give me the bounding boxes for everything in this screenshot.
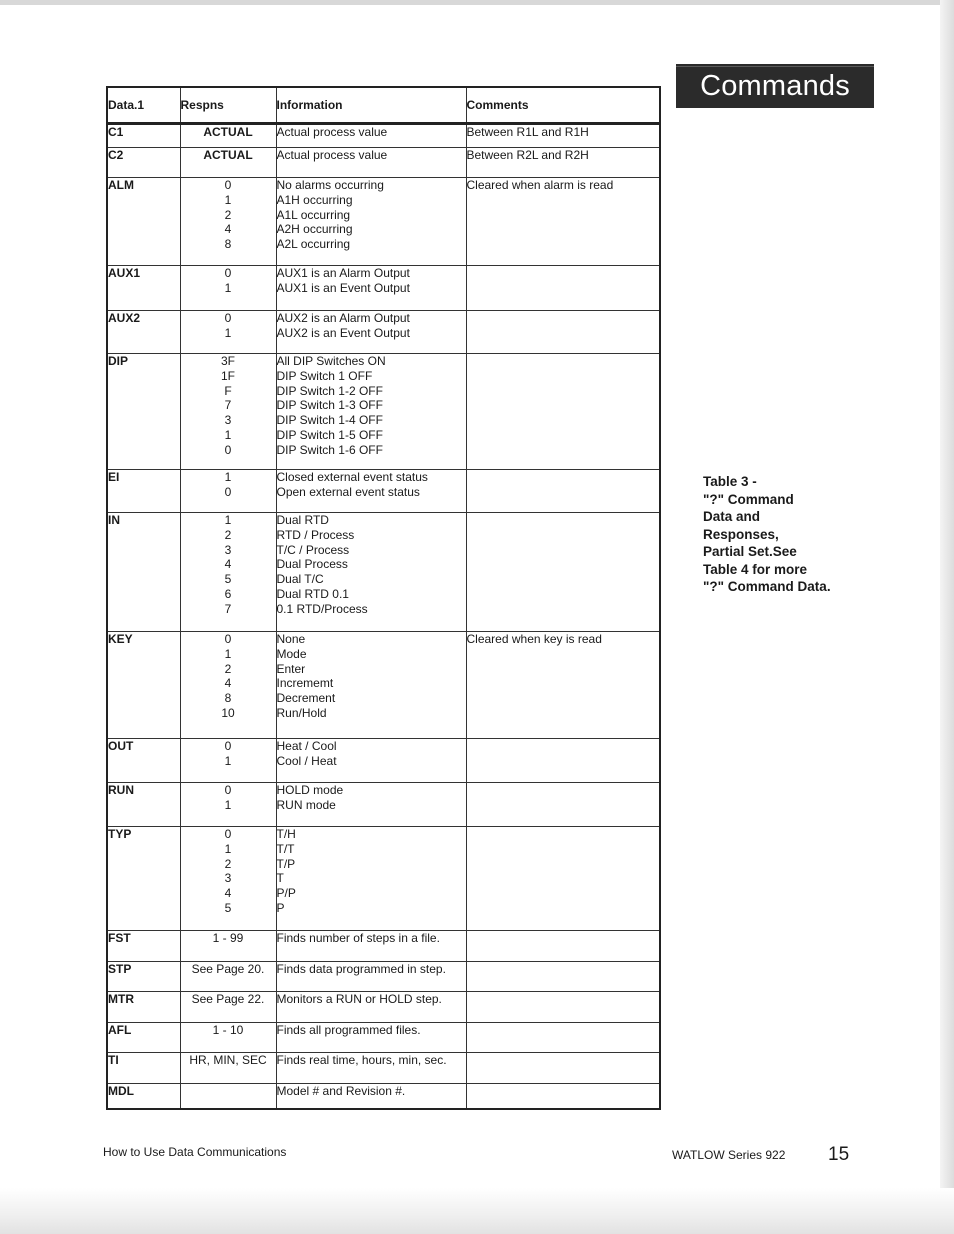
information-line: Decrement bbox=[276, 691, 336, 706]
response-cell bbox=[180, 962, 276, 992]
response-value: ACTUAL bbox=[203, 148, 253, 162]
information-line: Finds data programmed in step. bbox=[276, 962, 446, 976]
response-cell bbox=[180, 266, 276, 311]
table-caption bbox=[703, 473, 853, 596]
response-value: 4 bbox=[224, 886, 232, 901]
data-code-cell: C1 bbox=[107, 124, 180, 148]
response-value: 6 bbox=[224, 586, 232, 601]
footer-product-name: WATLOW Series 922 bbox=[672, 1148, 786, 1162]
caption-line: Responses, bbox=[703, 526, 779, 542]
information-cell bbox=[276, 783, 466, 827]
information-line: Mode bbox=[276, 646, 307, 661]
response-value: 2 bbox=[224, 207, 232, 222]
response-value: 1 - 10 bbox=[212, 1023, 244, 1037]
information-line: DIP Switch 1-4 OFF bbox=[276, 413, 383, 428]
table-row bbox=[107, 513, 660, 632]
information-line: 0.1 RTD/Process bbox=[276, 601, 368, 616]
information-line: T/C / Process bbox=[276, 542, 350, 557]
information-line: AUX2 is an Event Output bbox=[276, 325, 410, 340]
information-line: No alarms occurring bbox=[276, 178, 384, 192]
response-value: 4 bbox=[224, 676, 232, 691]
response-value: 3 bbox=[224, 871, 232, 886]
information-line: DIP Switch 1-2 OFF bbox=[276, 383, 383, 398]
data-code-cell: MTR bbox=[107, 992, 180, 1023]
page-top-edge bbox=[0, 0, 954, 5]
response-value: ACTUAL bbox=[203, 125, 253, 139]
comment-cell bbox=[466, 992, 660, 1023]
information-cell bbox=[276, 632, 466, 739]
data-code-cell: TYP bbox=[107, 827, 180, 931]
caption-line: Table 4 for more bbox=[703, 561, 808, 577]
response-cell bbox=[180, 1023, 276, 1053]
information-line: DIP Switch 1 OFF bbox=[276, 368, 373, 383]
response-value: 1 bbox=[224, 427, 232, 442]
response-cell bbox=[180, 931, 276, 962]
table-row bbox=[107, 1023, 660, 1053]
commands-banner: Commands bbox=[676, 64, 874, 108]
table-row bbox=[107, 311, 660, 354]
response-value: 5 bbox=[224, 900, 232, 915]
table-row bbox=[107, 632, 660, 739]
response-value: 2 bbox=[224, 661, 232, 676]
response-value: 1 bbox=[224, 470, 232, 484]
data-code-cell: RUN bbox=[107, 783, 180, 827]
response-cell bbox=[180, 1084, 276, 1109]
comment-cell bbox=[466, 783, 660, 827]
information-line: DIP Switch 1-3 OFF bbox=[276, 398, 383, 413]
information-line: Dual RTD bbox=[276, 513, 329, 527]
information-cell bbox=[276, 827, 466, 931]
information-cell bbox=[276, 354, 466, 470]
page-number: 15 bbox=[828, 1144, 850, 1165]
information-line: AUX1 is an Alarm Output bbox=[276, 266, 410, 280]
information-cell bbox=[276, 1053, 466, 1084]
response-value: 1 bbox=[224, 797, 232, 812]
comment-cell: Cleared when alarm is read bbox=[466, 178, 660, 266]
table-body bbox=[107, 124, 660, 1109]
data-code-cell: KEY bbox=[107, 632, 180, 739]
information-line: RUN mode bbox=[276, 797, 336, 812]
response-value: 0 bbox=[224, 484, 232, 499]
table-row bbox=[107, 827, 660, 931]
information-line: Model # and Revision #. bbox=[276, 1084, 406, 1098]
information-line: DIP Switch 1-5 OFF bbox=[276, 427, 383, 442]
response-value: 0 bbox=[224, 266, 232, 280]
response-value: 3 bbox=[224, 413, 232, 428]
information-line: Monitors a RUN or HOLD step. bbox=[276, 992, 442, 1006]
information-line: RTD / Process bbox=[276, 527, 355, 542]
information-line: Cool / Heat bbox=[276, 753, 337, 768]
response-cell bbox=[180, 311, 276, 354]
response-value: F bbox=[224, 383, 232, 398]
table-row bbox=[107, 124, 660, 148]
comment-cell bbox=[466, 739, 660, 783]
response-value: 1F bbox=[220, 368, 235, 383]
comment-cell bbox=[466, 1053, 660, 1084]
response-value: 1 bbox=[224, 513, 232, 527]
response-cell bbox=[180, 148, 276, 178]
comment-cell bbox=[466, 470, 660, 513]
information-line: Finds number of steps in a file. bbox=[276, 931, 440, 945]
caption-line: "?" Command bbox=[703, 491, 794, 507]
information-cell bbox=[276, 124, 466, 148]
command-data-table bbox=[106, 86, 661, 1110]
comment-cell bbox=[466, 962, 660, 992]
response-value: See Page 20. bbox=[191, 962, 265, 976]
information-line: Actual process value bbox=[276, 125, 388, 139]
header-information: Information bbox=[276, 87, 466, 124]
response-value: 1 bbox=[224, 841, 232, 856]
information-line: Dual T/C bbox=[276, 572, 324, 587]
response-value: 0 bbox=[224, 827, 232, 841]
comment-cell: Between R2L and R2H bbox=[466, 148, 660, 178]
response-value: 1 bbox=[224, 753, 232, 768]
table-row bbox=[107, 931, 660, 962]
response-cell bbox=[180, 178, 276, 266]
response-value: 1 - 99 bbox=[212, 931, 244, 945]
response-value: 8 bbox=[224, 691, 232, 706]
information-line: HOLD mode bbox=[276, 783, 344, 797]
caption-line: Data and bbox=[703, 509, 761, 524]
response-value: 0 bbox=[224, 442, 232, 457]
comment-cell bbox=[466, 1023, 660, 1053]
data-code-cell: FST bbox=[107, 931, 180, 962]
response-value: 10 bbox=[221, 705, 235, 720]
information-line: Dual Process bbox=[276, 557, 348, 572]
response-value: 5 bbox=[224, 572, 232, 587]
comment-cell: Between R1L and R1H bbox=[466, 124, 660, 148]
information-cell bbox=[276, 1084, 466, 1109]
response-value: 1 bbox=[224, 192, 232, 207]
data-code-cell: ALM bbox=[107, 178, 180, 266]
response-value: 3 bbox=[224, 542, 232, 557]
table-row bbox=[107, 178, 660, 266]
information-line: Open external event status bbox=[276, 484, 420, 499]
response-value: 4 bbox=[224, 557, 232, 572]
header-data: Data.1 bbox=[107, 87, 180, 124]
footer-section-title: How to Use Data Communications bbox=[103, 1145, 287, 1159]
information-cell bbox=[276, 1023, 466, 1053]
comment-cell bbox=[466, 931, 660, 962]
information-line: DIP Switch 1-6 OFF bbox=[276, 442, 383, 457]
table-row bbox=[107, 962, 660, 992]
data-code-cell: EI bbox=[107, 470, 180, 513]
table-row bbox=[107, 266, 660, 311]
response-value: 0 bbox=[224, 783, 232, 797]
response-cell bbox=[180, 1053, 276, 1084]
response-value: 1 bbox=[224, 325, 232, 340]
comment-cell bbox=[466, 354, 660, 470]
information-line: Actual process value bbox=[276, 148, 388, 162]
table-row bbox=[107, 1053, 660, 1084]
data-code-cell: OUT bbox=[107, 739, 180, 783]
response-value: 7 bbox=[224, 398, 232, 413]
information-line: T/T bbox=[276, 841, 295, 856]
response-value: 2 bbox=[224, 856, 232, 871]
information-line: A1L occurring bbox=[276, 207, 351, 222]
information-line: All DIP Switches ON bbox=[276, 354, 386, 368]
information-line: A1H occurring bbox=[276, 192, 353, 207]
table-row bbox=[107, 1084, 660, 1109]
information-line: T/H bbox=[276, 827, 296, 841]
information-cell bbox=[276, 739, 466, 783]
table-row bbox=[107, 470, 660, 513]
data-code-cell: DIP bbox=[107, 354, 180, 470]
information-cell bbox=[276, 311, 466, 354]
response-value: HR, MIN, SEC bbox=[189, 1053, 267, 1067]
response-value: 1 bbox=[224, 280, 232, 295]
information-line: Finds real time, hours, min, sec. bbox=[276, 1053, 447, 1067]
information-line: A2L occurring bbox=[276, 237, 351, 252]
response-value: 7 bbox=[224, 601, 232, 616]
response-cell bbox=[180, 739, 276, 783]
response-cell bbox=[180, 354, 276, 470]
table-row bbox=[107, 783, 660, 827]
information-cell bbox=[276, 470, 466, 513]
information-cell bbox=[276, 178, 466, 266]
information-cell bbox=[276, 962, 466, 992]
comment-cell bbox=[466, 513, 660, 632]
response-value: 4 bbox=[224, 222, 232, 237]
data-code-cell: MDL bbox=[107, 1084, 180, 1109]
comment-cell bbox=[466, 266, 660, 311]
information-line: T/P bbox=[276, 856, 296, 871]
information-line: Dual RTD 0.1 bbox=[276, 586, 349, 601]
data-code-cell: STP bbox=[107, 962, 180, 992]
response-value: 0 bbox=[224, 311, 232, 325]
response-cell bbox=[180, 783, 276, 827]
response-cell bbox=[180, 827, 276, 931]
caption-line: Table 3 - bbox=[703, 474, 757, 489]
information-line: P bbox=[276, 900, 285, 915]
response-cell bbox=[180, 513, 276, 632]
comment-cell bbox=[466, 827, 660, 931]
response-value: 8 bbox=[224, 237, 232, 252]
response-cell bbox=[180, 124, 276, 148]
information-line: Run/Hold bbox=[276, 705, 327, 720]
response-value: 0 bbox=[224, 178, 232, 192]
response-cell bbox=[180, 470, 276, 513]
response-cell bbox=[180, 632, 276, 739]
information-line: Incrememt bbox=[276, 676, 334, 691]
data-code-cell: IN bbox=[107, 513, 180, 632]
table-row bbox=[107, 148, 660, 178]
information-line: T bbox=[276, 871, 284, 886]
table-row bbox=[107, 739, 660, 783]
data-code-cell: TI bbox=[107, 1053, 180, 1084]
response-cell bbox=[180, 992, 276, 1023]
data-code-cell: AFL bbox=[107, 1023, 180, 1053]
comment-cell: Cleared when key is read bbox=[466, 632, 660, 739]
header-respns: Respns bbox=[180, 87, 276, 124]
response-value: 0 bbox=[224, 632, 232, 646]
information-cell bbox=[276, 513, 466, 632]
data-code-cell: AUX1 bbox=[107, 266, 180, 311]
information-line: P/P bbox=[276, 886, 296, 901]
caption-line: Partial Set.See bbox=[703, 544, 797, 559]
response-value: 0 bbox=[224, 739, 232, 753]
information-line: AUX1 is an Event Output bbox=[276, 280, 410, 295]
response-value: 3F bbox=[220, 354, 235, 368]
information-cell bbox=[276, 931, 466, 962]
comment-cell bbox=[466, 311, 660, 354]
information-cell bbox=[276, 148, 466, 178]
data-code-cell: AUX2 bbox=[107, 311, 180, 354]
information-line: AUX2 is an Alarm Output bbox=[276, 311, 410, 325]
information-line: Closed external event status bbox=[276, 470, 428, 484]
header-comments: Comments bbox=[466, 87, 660, 124]
page-right-edge bbox=[940, 0, 954, 1234]
table-row bbox=[107, 992, 660, 1023]
response-value: 2 bbox=[224, 527, 232, 542]
information-cell bbox=[276, 992, 466, 1023]
comment-cell bbox=[466, 1084, 660, 1109]
page-bottom-edge bbox=[0, 1188, 954, 1234]
table-header-row bbox=[107, 87, 660, 124]
caption-line: "?" Command Data. bbox=[703, 579, 831, 594]
response-value: See Page 22. bbox=[191, 992, 265, 1006]
information-line: None bbox=[276, 632, 306, 646]
information-cell bbox=[276, 266, 466, 311]
response-value: 1 bbox=[224, 646, 232, 661]
table-row bbox=[107, 354, 660, 470]
information-line: Finds all programmed files. bbox=[276, 1023, 421, 1037]
information-line: A2H occurring bbox=[276, 222, 353, 237]
information-line: Enter bbox=[276, 661, 306, 676]
data-code-cell: C2 bbox=[107, 148, 180, 178]
information-line: Heat / Cool bbox=[276, 739, 337, 753]
